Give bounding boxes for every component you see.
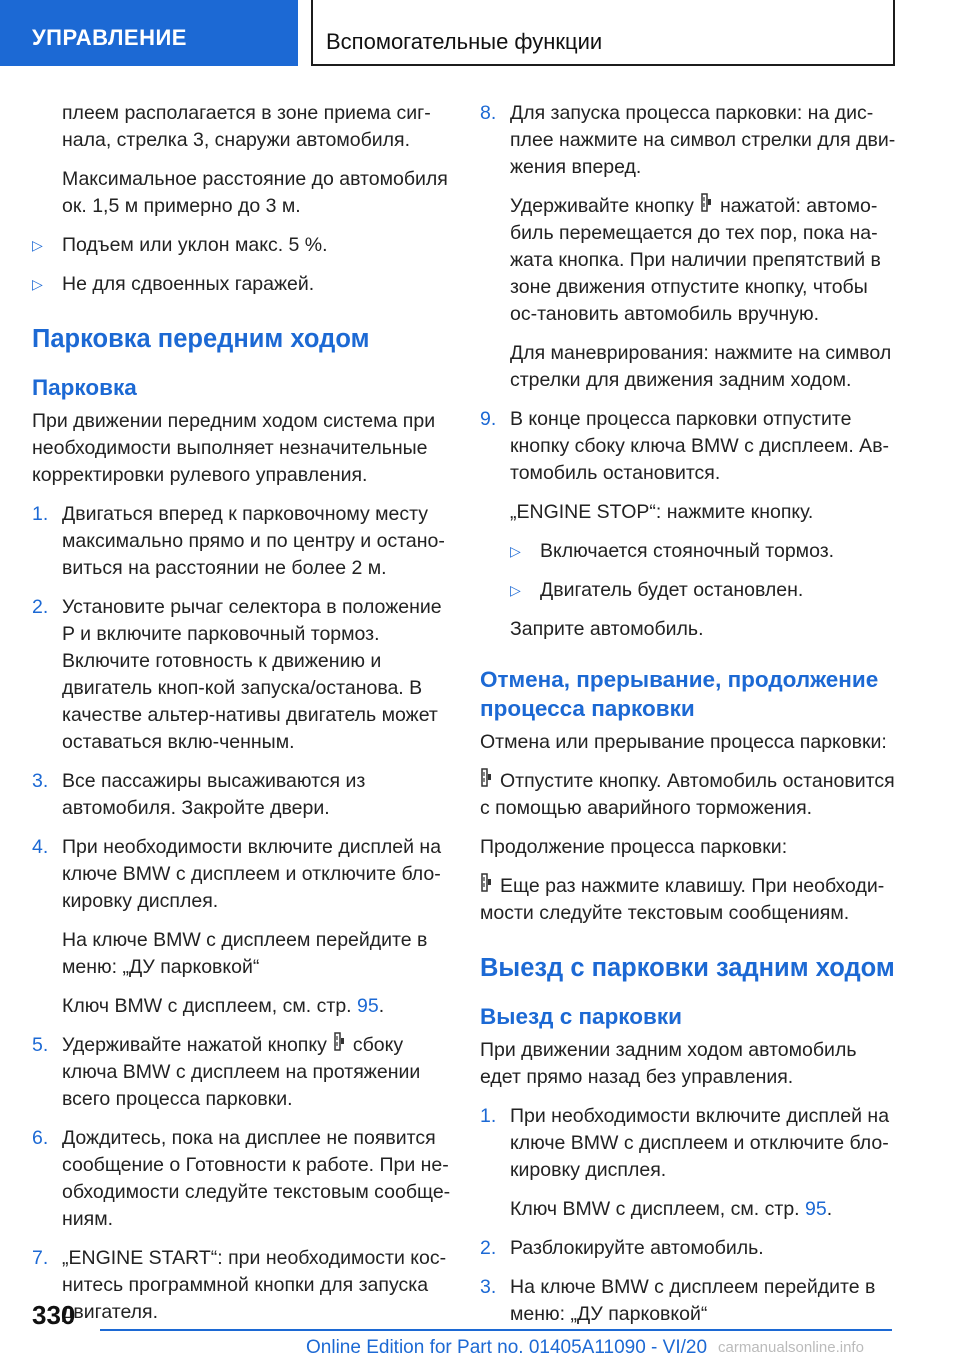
key-button-icon <box>700 193 714 215</box>
left-column <box>32 100 452 1338</box>
paragraph: Продолжение процесса парковки: <box>480 836 788 858</box>
triangle-bullet-icon: ▷ <box>510 543 521 559</box>
key-button-icon <box>480 768 494 790</box>
step-5: 5. Удерживайте нажатой кнопку сбоку ключа BMW с дисплеем на протяжении всего процесса парковки. <box>32 1034 421 1110</box>
section-heading: Парковка передним ходом <box>32 325 370 353</box>
exit-step-1: 1. При необходимости включите дисплей на ключе BMW с дисплеем и отключите бло-кировку дисплея. <box>480 1105 890 1181</box>
list-item: ▷ Подъем или уклон макс. 5 %. <box>32 232 452 259</box>
triangle-bullet-icon: ▷ <box>510 582 521 598</box>
paragraph: На ключе BMW с дисплеем перейдите в меню: „ДУ парковкой“ <box>62 929 428 978</box>
list-item: ▷ Не для сдвоенных гаражей. <box>32 271 452 298</box>
paragraph: Ключ BMW с дисплеем, см. стр. 95. <box>62 995 385 1017</box>
watermark: carmanualsonline.info <box>718 1339 864 1356</box>
paragraph: Заприте автомобиль. <box>510 618 704 640</box>
list-item: ▷ Включается стояночный тормоз. <box>480 538 900 565</box>
step-7: 7. „ENGINE START“: при необходимости кос-нитесь программной кнопки для запуска двигателя. <box>32 1247 447 1323</box>
edition-text: Online Edition for Part no. 01405A11090 - VI/20 <box>306 1337 708 1358</box>
paragraph: Удерживайте кнопку нажатой: автомо-биль перемещается до тех пор, пока на-жата кнопка. При наличии препятствий в зоне движения отпустите кнопку, чтобы ос-тановить автомобиль вручную. <box>510 195 881 325</box>
exit-step-3: 3. На ключе BMW с дисплеем перейдите в меню: „ДУ парковкой“ <box>480 1276 876 1325</box>
step-9: 9. В конце процесса парковки отпустите кнопку сбоку ключа BMW с дисплеем. Ав-томобиль остановится. <box>480 408 890 484</box>
paragraph: плеем располагается в зоне приема сиг-нала, стрелка 3, снаружи автомобиля. <box>62 102 431 151</box>
section-heading: Выезд с парковки задним ходом <box>480 954 895 982</box>
key-button-icon <box>480 873 494 895</box>
step-3: 3. Все пассажиры высаживаются из автомобиля. Закройте двери. <box>32 770 366 819</box>
exit-step-2: 2. Разблокируйте автомобиль. <box>480 1237 764 1259</box>
triangle-bullet-icon: ▷ <box>32 237 43 253</box>
page-title: Вспомогательные функции <box>326 29 603 54</box>
paragraph: Еще раз нажмите клавишу. При необходи-мости следуйте текстовым сообщениям. <box>480 875 885 924</box>
paragraph: Ключ BMW с дисплеем, см. стр. 95. <box>510 1198 833 1220</box>
step-2: 2. Установите рычаг селектора в положение P и включите парковочный тормоз. Включите готовность к движению и двигатель кноп-кой запуска/останова. В качестве альтер-нативы двигатель может оставаться вклю-ченным. <box>32 596 442 753</box>
step-4: 4. При необходимости включите дисплей на ключе BMW с дисплеем и отключите бло-кировку дисплея. <box>32 836 442 912</box>
paragraph: При движении задним ходом автомобиль едет прямо назад без управления. <box>480 1039 857 1088</box>
subsection-heading: Парковка <box>32 375 137 400</box>
list-item: ▷ Двигатель будет остановлен. <box>480 577 900 604</box>
paragraph: Отмена или прерывание процесса парковки: <box>480 731 887 753</box>
subsection-heading: Выезд с парковки <box>480 1004 682 1029</box>
paragraph: При движении передним ходом система при необходимости выполняет незначительные корректировки рулевого управления. <box>32 410 436 486</box>
subsection-heading: Отмена, прерывание, продолжение процесса парковки <box>480 667 879 721</box>
page-link[interactable]: 95 <box>357 995 379 1017</box>
header-underline <box>311 64 895 66</box>
paragraph: „ENGINE STOP“: нажмите кнопку. <box>510 501 814 523</box>
page-number: 330 <box>32 1300 76 1330</box>
step-8: 8. Для запуска процесса парковки: на дис-плее нажмите на символ стрелки для дви-жения вперед. <box>480 102 896 178</box>
footer-rule <box>100 1329 892 1331</box>
right-column <box>480 100 900 1340</box>
paragraph: Отпустите кнопку. Автомобиль остановится с помощью аварийного торможения. <box>480 770 895 819</box>
section-tab: УПРАВЛЕНИЕ <box>0 0 298 66</box>
step-6: 6. Дождитесь, пока на дисплее не появится сообщение о Готовности к работе. При не-обходимости следуйте текстовым сообще-ниям. <box>32 1127 451 1230</box>
paragraph: Максимальное расстояние до автомобиля ок. 1,5 м примерно до 3 м. <box>62 168 448 217</box>
step-1: 1. Двигаться вперед к парковочному месту максимально прямо и по центру и остано-виться на расстоянии не более 2 м. <box>32 503 445 579</box>
header-divider <box>311 0 313 66</box>
paragraph: Для маневрирования: нажмите на символ стрелки для движения задним ходом. <box>510 342 892 391</box>
key-button-icon <box>333 1032 347 1054</box>
header-divider-right <box>893 0 895 66</box>
page-link[interactable]: 95 <box>805 1198 827 1220</box>
triangle-bullet-icon: ▷ <box>32 276 43 292</box>
